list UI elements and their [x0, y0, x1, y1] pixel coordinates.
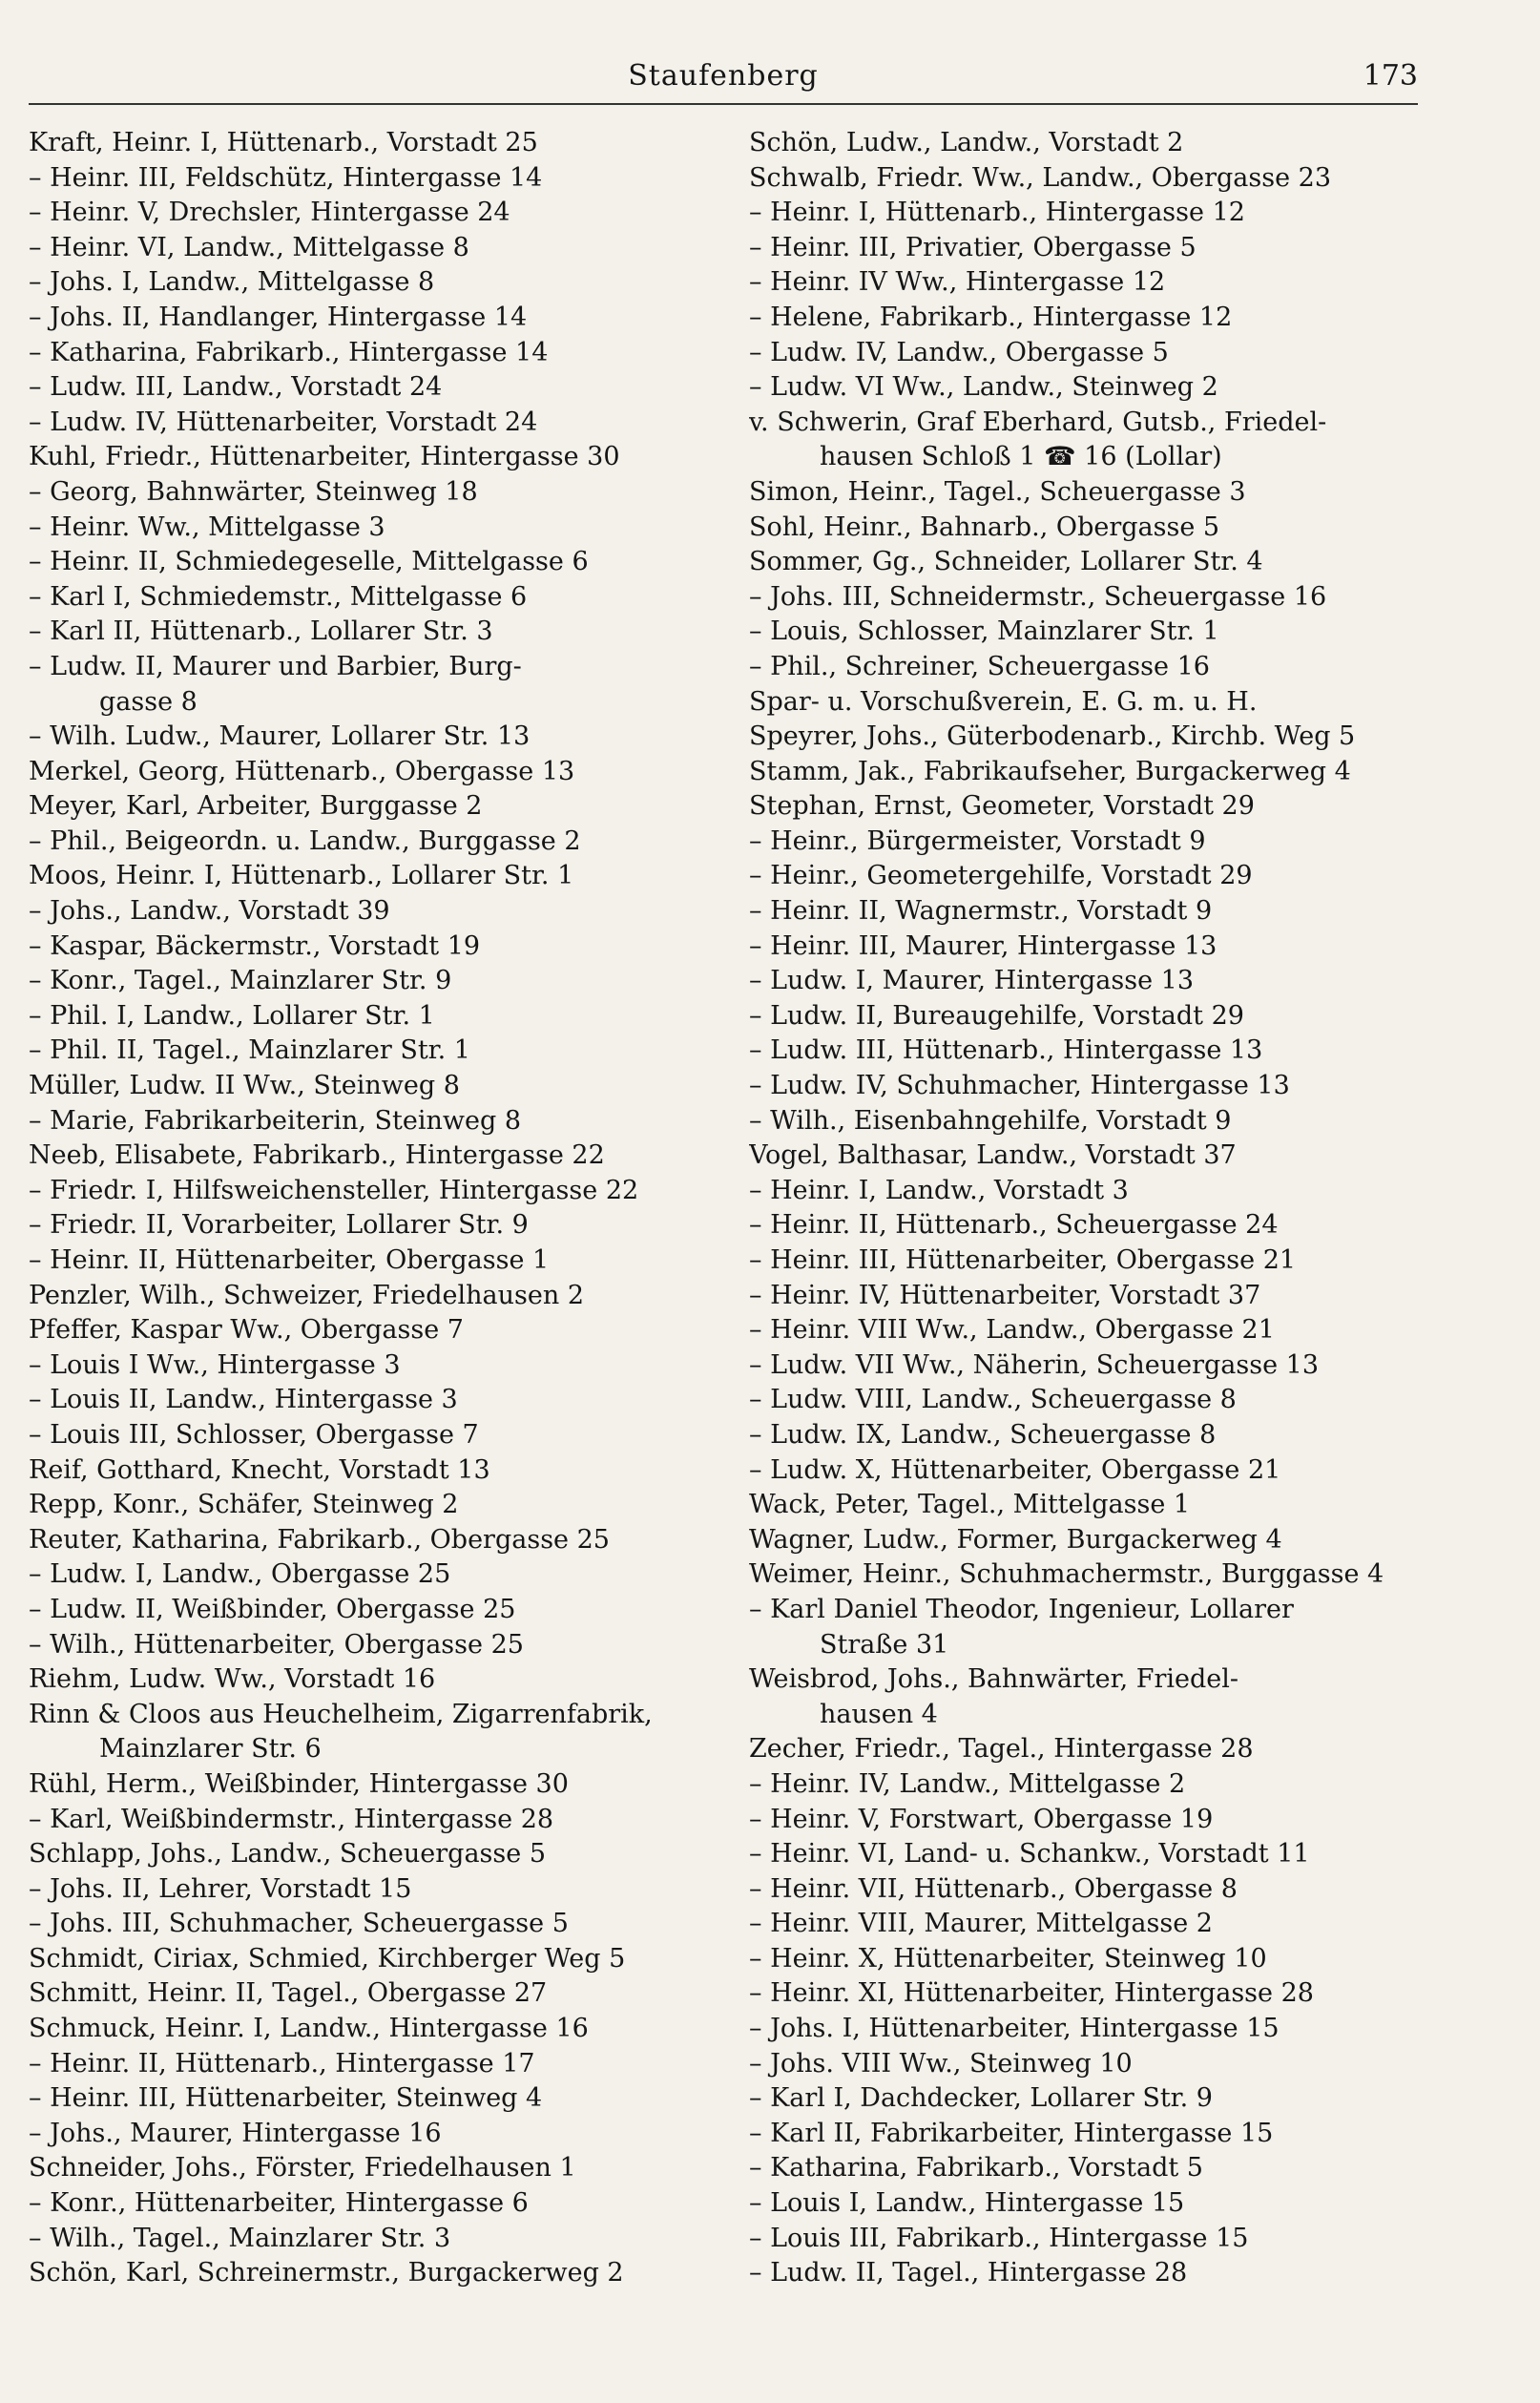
- directory-entry: – Johs. I, Hüttenarbeiter, Hintergasse 15: [749, 2014, 1280, 2044]
- directory-entry: Weisbrod, Johs., Bahnwärter, Friedel-: [749, 1664, 1239, 1695]
- directory-entry: Wagner, Ludw., Former, Burgackerweg 4: [749, 1524, 1282, 1555]
- directory-entry: – Heinr. II, Hüttenarbeiter, Obergasse 1: [29, 1245, 550, 1275]
- directory-entry: Vogel, Balthasar, Landw., Vorstadt 37: [749, 1140, 1237, 1171]
- directory-entry: Reuter, Katharina, Fabrikarb., Obergasse 25: [29, 1524, 610, 1555]
- page-title: Staufenberg: [628, 59, 819, 93]
- directory-entry: – Heinr. Ww., Mittelgasse 3: [29, 512, 385, 542]
- directory-entry: – Heinr. V, Forstwart, Obergasse 19: [749, 1804, 1214, 1834]
- directory-entry: v. Schwerin, Graf Eberhard, Gutsb., Friedel-: [749, 407, 1327, 437]
- directory-entry: – Heinr. VI, Land- u. Schankw., Vorstadt 11: [749, 1839, 1310, 1870]
- directory-entry: Schwalb, Friedr. Ww., Landw., Obergasse 23: [749, 162, 1332, 193]
- directory-entry: Simon, Heinr., Tagel., Scheuergasse 3: [749, 476, 1246, 507]
- directory-entry: Pfeffer, Kaspar Ww., Obergasse 7: [29, 1315, 464, 1346]
- directory-entry: Moos, Heinr. I, Hüttenarb., Lollarer Str. 1: [29, 861, 574, 891]
- directory-entry: – Ludw. IX, Landw., Scheuergasse 8: [749, 1419, 1217, 1450]
- directory-entry: – Johs. II, Handlanger, Hintergasse 14: [29, 302, 528, 332]
- directory-entry: Stamm, Jak., Fabrikaufseher, Burgackerweg 4: [749, 756, 1351, 786]
- directory-entry: – Heinr. X, Hüttenarbeiter, Steinweg 10: [749, 1943, 1267, 1974]
- directory-entry: – Marie, Fabrikarbeiterin, Steinweg 8: [29, 1105, 522, 1136]
- directory-entry: Zecher, Friedr., Tagel., Hintergasse 28: [749, 1734, 1254, 1765]
- directory-entry: – Phil., Beigeordn. u. Landw., Burggasse 2: [29, 825, 581, 856]
- directory-entry: Penzler, Wilh., Schweizer, Friedelhausen 2: [29, 1280, 585, 1310]
- directory-entry: – Heinr. III, Feldschütz, Hintergasse 14: [29, 162, 543, 193]
- directory-entry: Sommer, Gg., Schneider, Lollarer Str. 4: [749, 547, 1263, 577]
- directory-entry: Schön, Ludw., Landw., Vorstadt 2: [749, 128, 1184, 157]
- directory-entry: – Heinr. III, Hüttenarbeiter, Steinweg 4: [29, 2083, 543, 2114]
- directory-entry: Sohl, Heinr., Bahnarb., Obergasse 5: [749, 512, 1220, 542]
- directory-entry: Spar- u. Vorschußverein, E. G. m. u. H.: [749, 686, 1258, 717]
- directory-entry: – Louis I, Landw., Hintergasse 15: [749, 2188, 1185, 2219]
- directory-entry: – Heinr. IV, Landw., Mittelgasse 2: [749, 1768, 1186, 1799]
- directory-entry: Schneider, Johs., Förster, Friedelhausen 1: [29, 2153, 576, 2184]
- directory-entry: – Johs. III, Schuhmacher, Scheuergasse 5: [29, 1909, 569, 1939]
- directory-entry: Speyrer, Johs., Güterbodenarb., Kirchb. Weg 5: [749, 721, 1356, 752]
- directory-entry: – Heinr. III, Hüttenarbeiter, Obergasse 21: [749, 1245, 1297, 1275]
- directory-entry: Weimer, Heinr., Schuhmachermstr., Burggasse 4: [749, 1559, 1384, 1590]
- directory-entry: – Karl I, Dachdecker, Lollarer Str. 9: [749, 2083, 1213, 2114]
- directory-entry: – Ludw. I, Landw., Obergasse 25: [29, 1559, 451, 1590]
- directory-entry: – Heinr. II, Hüttenarb., Hintergasse 17: [29, 2048, 535, 2079]
- directory-entry: Schön, Karl, Schreinermstr., Burgackerweg 2: [29, 2258, 624, 2288]
- directory-entry: – Ludw. III, Hüttenarb., Hintergasse 13: [749, 1035, 1263, 1066]
- directory-entry: – Louis I Ww., Hintergasse 3: [29, 1349, 401, 1380]
- directory-entry: Schmitt, Heinr. II, Tagel., Obergasse 27: [29, 1978, 548, 2009]
- directory-entry: Rühl, Herm., Weißbinder, Hintergasse 30: [29, 1768, 569, 1799]
- directory-entry: Schlapp, Johs., Landw., Scheuergasse 5: [29, 1839, 546, 1870]
- directory-entry: Riehm, Ludw. Ww., Vorstadt 16: [29, 1664, 436, 1695]
- directory-entry: – Friedr. II, Vorarbeiter, Lollarer Str. 9: [29, 1210, 529, 1241]
- directory-entry: – Johs. II, Lehrer, Vorstadt 15: [29, 1873, 412, 1904]
- page-number: 173: [1363, 59, 1418, 93]
- directory-entry: – Heinr. IV, Hüttenarbeiter, Vorstadt 37: [749, 1280, 1261, 1310]
- directory-entry: – Heinr., Geometergehilfe, Vorstadt 29: [749, 861, 1253, 891]
- directory-entry: – Ludw. II, Weißbinder, Obergasse 25: [29, 1594, 516, 1624]
- directory-entry: – Helene, Fabrikarb., Hintergasse 12: [749, 302, 1233, 332]
- directory-entry: – Kaspar, Bäckermstr., Vorstadt 19: [29, 930, 481, 961]
- directory-entry: – Ludw. I, Maurer, Hintergasse 13: [749, 966, 1195, 996]
- directory-entry: – Karl II, Hüttenarb., Lollarer Str. 3: [29, 616, 493, 647]
- directory-entry: – Heinr. VIII, Maurer, Mittelgasse 2: [749, 1909, 1213, 1939]
- directory-entry: – Ludw. II, Bureaugehilfe, Vorstadt 29: [749, 1000, 1244, 1031]
- directory-entry: – Heinr. VII, Hüttenarb., Obergasse 8: [749, 1873, 1238, 1904]
- directory-entry: Wack, Peter, Tagel., Mittelgasse 1: [749, 1490, 1191, 1520]
- directory-entry: – Johs. III, Schneidermstr., Scheuergasse 16: [749, 581, 1327, 612]
- directory-entry: – Louis II, Landw., Hintergasse 3: [29, 1385, 458, 1415]
- directory-entry: gasse 8: [99, 686, 198, 717]
- right-column: [749, 126, 1422, 2291]
- directory-entry: Repp, Konr., Schäfer, Steinweg 2: [29, 1490, 459, 1520]
- directory-entry: – Louis III, Schlosser, Obergasse 7: [29, 1419, 479, 1450]
- directory-entry: Schmidt, Ciriax, Schmied, Kirchberger Weg 5: [29, 1943, 626, 1974]
- directory-entry: – Ludw. II, Maurer und Barbier, Burg-: [29, 651, 522, 681]
- directory-entry: – Ludw. VI Ww., Landw., Steinweg 2: [749, 372, 1218, 403]
- directory-entry: – Louis, Schlosser, Mainzlarer Str. 1: [749, 616, 1219, 647]
- directory-entry: – Karl Daniel Theodor, Ingenieur, Lollarer: [749, 1594, 1294, 1624]
- directory-entry: – Ludw. III, Landw., Vorstadt 24: [29, 372, 443, 403]
- directory-entry: Straße 31: [820, 1629, 949, 1660]
- directory-entry: – Heinr. II, Schmiedegeselle, Mittelgasse 6: [29, 547, 589, 577]
- directory-entry: – Heinr., Bürgermeister, Vorstadt 9: [749, 825, 1206, 856]
- directory-entry: – Heinr. I, Landw., Vorstadt 3: [749, 1175, 1129, 1205]
- directory-entry: – Konr., Hüttenarbeiter, Hintergasse 6: [29, 2188, 529, 2219]
- directory-entry: Stephan, Ernst, Geometer, Vorstadt 29: [749, 791, 1255, 822]
- directory-entry: Rinn & Cloos aus Heuchelheim, Zigarrenfabrik,: [29, 1699, 653, 1729]
- directory-entry: – Katharina, Fabrikarb., Hintergasse 14: [29, 337, 549, 367]
- directory-entry: – Ludw. IV, Schuhmacher, Hintergasse 13: [749, 1071, 1290, 1101]
- directory-entry: – Ludw. IV, Hüttenarbeiter, Vorstadt 24: [29, 407, 538, 437]
- directory-entry: – Karl II, Fabrikarbeiter, Hintergasse 15: [749, 2118, 1274, 2148]
- directory-entry: – Ludw. VIII, Landw., Scheuergasse 8: [749, 1385, 1237, 1415]
- directory-entry: – Johs. I, Landw., Mittelgasse 8: [29, 267, 435, 298]
- directory-entry: – Ludw. IV, Landw., Obergasse 5: [749, 337, 1169, 367]
- directory-entry: – Phil. II, Tagel., Mainzlarer Str. 1: [29, 1035, 470, 1066]
- directory-entry: – Phil. I, Landw., Lollarer Str. 1: [29, 1000, 435, 1031]
- directory-entry: – Johs. VIII Ww., Steinweg 10: [749, 2048, 1133, 2079]
- page-header: [29, 55, 1418, 105]
- directory-entry: – Friedr. I, Hilfsweichensteller, Hintergasse 22: [29, 1175, 639, 1205]
- directory-entry: Meyer, Karl, Arbeiter, Burggasse 2: [29, 791, 483, 822]
- directory-entry: – Heinr. II, Hüttenarb., Scheuergasse 24: [749, 1210, 1279, 1241]
- directory-entry: – Wilh., Eisenbahngehilfe, Vorstadt 9: [749, 1105, 1232, 1136]
- directory-entry: – Louis III, Fabrikarb., Hintergasse 15: [749, 2223, 1249, 2253]
- directory-entry: – Ludw. VII Ww., Näherin, Scheuergasse 13: [749, 1349, 1320, 1380]
- directory-entry: – Konr., Tagel., Mainzlarer Str. 9: [29, 966, 452, 996]
- directory-entry: – Johs., Landw., Vorstadt 39: [29, 896, 390, 927]
- directory-entry: Reif, Gotthard, Knecht, Vorstadt 13: [29, 1454, 490, 1485]
- directory-entry: – Karl I, Schmiedemstr., Mittelgasse 6: [29, 581, 528, 612]
- directory-entry: – Wilh. Ludw., Maurer, Lollarer Str. 13: [29, 721, 531, 752]
- directory-entry: – Johs., Maurer, Hintergasse 16: [29, 2118, 442, 2148]
- directory-entry: – Heinr. IV Ww., Hintergasse 12: [749, 267, 1166, 298]
- directory-entry: Neeb, Elisabete, Fabrikarb., Hintergasse 22: [29, 1140, 605, 1171]
- directory-entry: Mainzlarer Str. 6: [99, 1734, 322, 1765]
- directory-entry: hausen 4: [820, 1699, 938, 1729]
- directory-entry: – Heinr. II, Wagnermstr., Vorstadt 9: [749, 896, 1213, 927]
- directory-entry: – Heinr. I, Hüttenarb., Hintergasse 12: [749, 198, 1245, 228]
- left-column: [29, 126, 716, 2291]
- directory-entry: – Katharina, Fabrikarb., Vorstadt 5: [749, 2153, 1203, 2184]
- directory-entry: – Heinr. III, Maurer, Hintergasse 13: [749, 930, 1217, 961]
- directory-entry: – Phil., Schreiner, Scheuergasse 16: [749, 651, 1210, 681]
- directory-entry: – Heinr. VI, Landw., Mittelgasse 8: [29, 232, 469, 262]
- directory-entry: – Heinr. III, Privatier, Obergasse 5: [749, 232, 1197, 262]
- directory-entry: Schmuck, Heinr. I, Landw., Hintergasse 16: [29, 2014, 589, 2044]
- directory-entry: – Wilh., Tagel., Mainzlarer Str. 3: [29, 2223, 451, 2253]
- directory-entry: – Heinr. V, Drechsler, Hintergasse 24: [29, 198, 510, 228]
- directory-entry: Merkel, Georg, Hüttenarb., Obergasse 13: [29, 756, 575, 786]
- directory-entry: – Georg, Bahnwärter, Steinweg 18: [29, 476, 478, 507]
- directory-entry: – Heinr. XI, Hüttenarbeiter, Hintergasse 28: [749, 1978, 1314, 2009]
- directory-entry: hausen Schloß 1 ☎ 16 (Lollar): [820, 442, 1222, 472]
- directory-entry: Müller, Ludw. II Ww., Steinweg 8: [29, 1071, 460, 1101]
- directory-entry: – Karl, Weißbindermstr., Hintergasse 28: [29, 1804, 554, 1834]
- directory-entry: – Ludw. X, Hüttenarbeiter, Obergasse 21: [749, 1454, 1281, 1485]
- directory-entry: Kuhl, Friedr., Hüttenarbeiter, Hintergasse 30: [29, 442, 620, 472]
- directory-entry: Kraft, Heinr. I, Hüttenarb., Vorstadt 25: [29, 128, 538, 157]
- directory-entry: – Ludw. II, Tagel., Hintergasse 28: [749, 2258, 1188, 2288]
- directory-entry: – Heinr. VIII Ww., Landw., Obergasse 21: [749, 1315, 1275, 1346]
- directory-entry: – Wilh., Hüttenarbeiter, Obergasse 25: [29, 1629, 524, 1660]
